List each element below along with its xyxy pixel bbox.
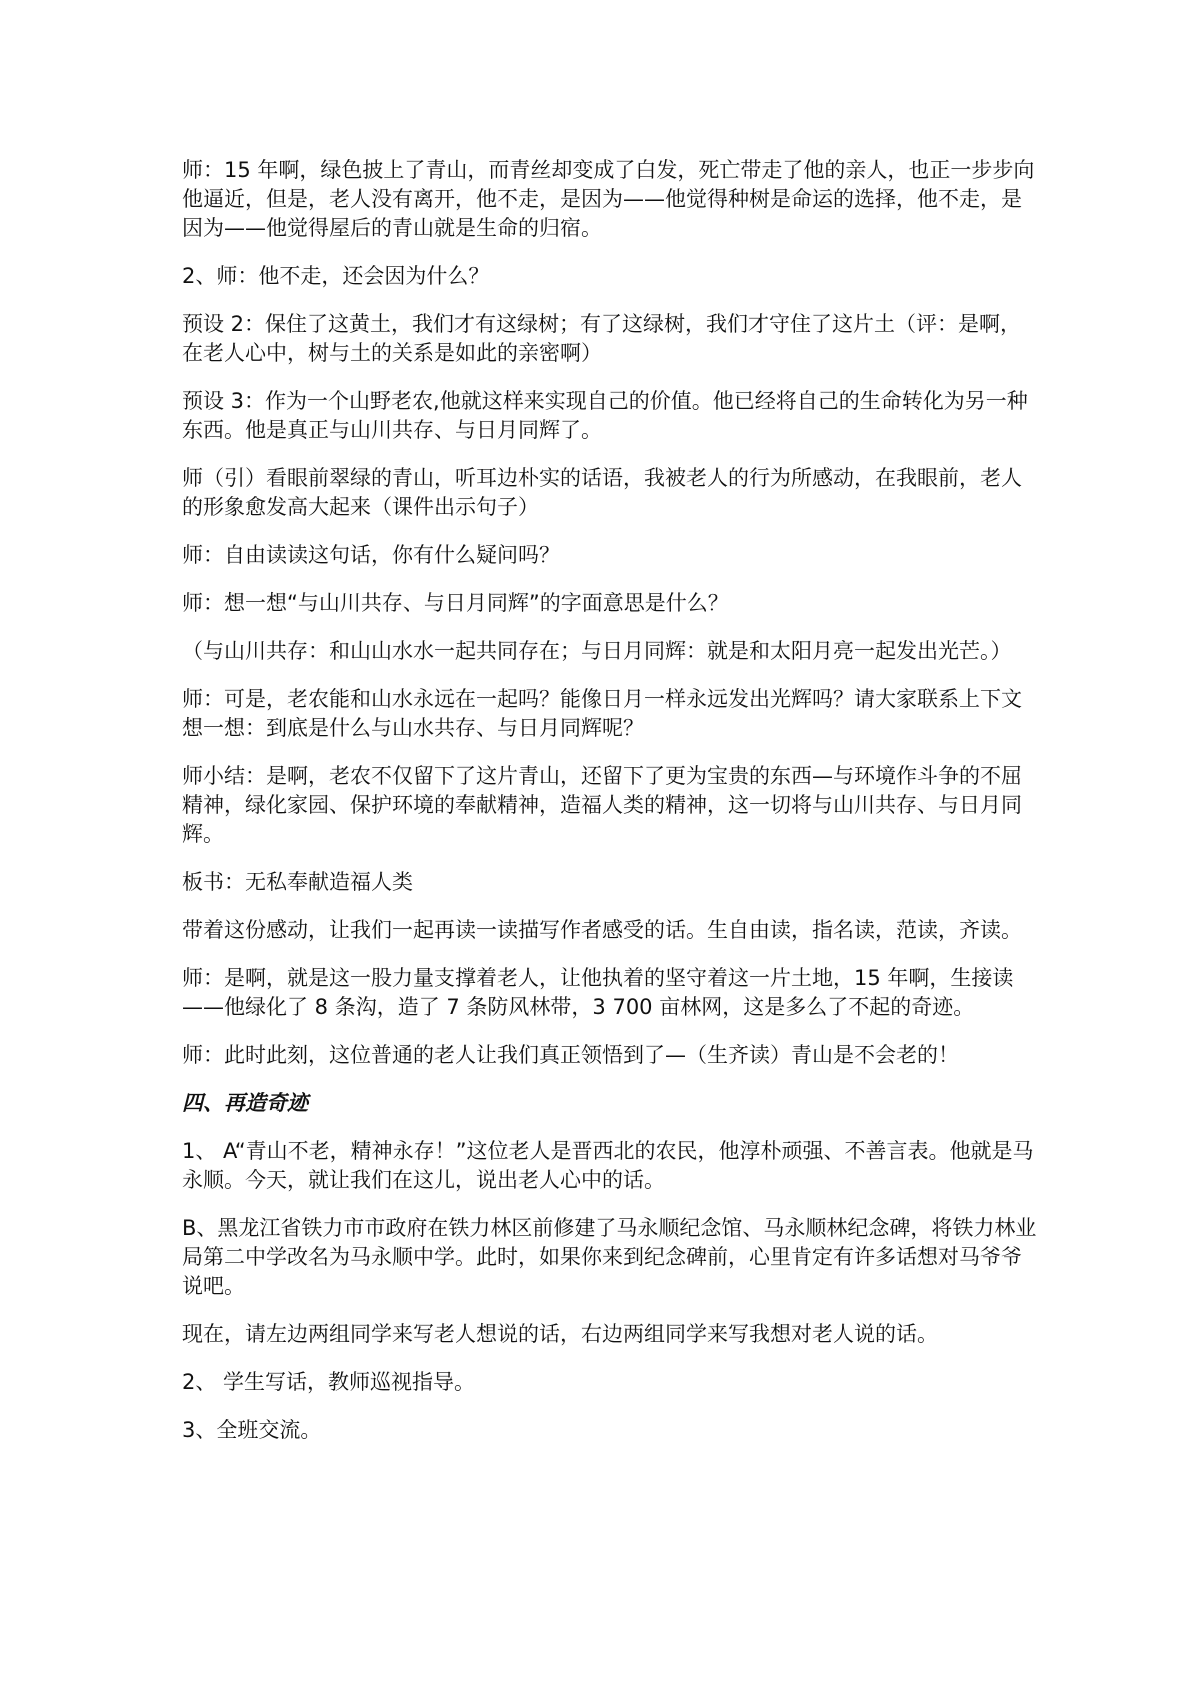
section-paragraph: 2、 学生写话，教师巡视指导。 — [182, 1370, 476, 1394]
section-paragraph: B、黑龙江省铁力市市政府在铁力林区前修建了马永顺纪念馆、马永顺林纪念碑，将铁力林业局第二中学改名为马永顺中学。此时，如果你来到纪念碑前，心里肯定有许多话想对马爷爷说吧。 — [182, 1216, 1037, 1298]
paragraph: 师：15 年啊，绿色披上了青山，而青丝却变成了白发，死亡带走了他的亲人，也正一步步向他逼近，但是，老人没有离开，他不走，是因为——他觉得种树是命运的选择，他不走，是因为——他觉得屋后的青山就是生命的归宿。 — [182, 158, 1035, 240]
paragraph: 师：是啊，就是这一股力量支撑着老人，让他执着的坚守着这一片土地，15 年啊，生接读——他绿化了 8 条沟，造了 7 条防风林带，3 700 亩林网，这是多么了不起的奇迹。 — [182, 966, 1014, 1019]
section-paragraph: 3、全班交流。 — [182, 1418, 322, 1442]
paragraph: 预设 2：保住了这黄土，我们才有这绿树；有了这绿树，我们才守住了这片土（评：是啊，在老人心中，树与土的关系是如此的亲密啊） — [182, 312, 1022, 365]
paragraph: 师：可是，老农能和山水永远在一起吗？能像日月一样永远发出光辉吗？请大家联系上下文想一想：到底是什么与山水共存、与日月同辉呢？ — [182, 687, 1022, 740]
paragraph: 预设 3：作为一个山野老农,他就这样来实现自己的价值。他已经将自己的生命转化为另一种东西。他是真正与山川共存、与日月同辉了。 — [182, 389, 1028, 442]
paragraph: 师（引）看眼前翠绿的青山，听耳边朴实的话语，我被老人的行为所感动，在我眼前，老人的形象愈发高大起来（课件出示句子） — [182, 466, 1022, 519]
paragraph: 师：自由读读这句话，你有什么疑问吗？ — [182, 543, 560, 567]
paragraph: 带着这份感动，让我们一起再读一读描写作者感受的话。生自由读，指名读，范读，齐读。 — [182, 918, 1022, 942]
section-paragraph: 现在，请左边两组同学来写老人想说的话，右边两组同学来写我想对老人说的话。 — [182, 1322, 938, 1346]
section-paragraph: 1、 A“青山不老，精神永存！”这位老人是晋西北的农民，他淳朴顽强、不善言表。他就是马永顺。今天，就让我们在这儿，说出老人心中的话。 — [182, 1139, 1034, 1192]
paragraph: 师：想一想“与山川共存、与日月同辉”的字面意思是什么？ — [182, 591, 729, 615]
section-heading: 四、再造奇迹 — [182, 1091, 308, 1115]
paragraph: 师：此时此刻，这位普通的老人让我们真正领悟到了—（生齐读）青山是不会老的！ — [182, 1043, 959, 1067]
paragraph: 板书：无私奉献造福人类 — [182, 870, 413, 894]
paragraph: 2、师：他不走，还会因为什么？ — [182, 264, 490, 288]
paragraph: （与山川共存：和山山水水一起共同存在；与日月同辉：就是和太阳月亮一起发出光芒。） — [182, 639, 1012, 663]
document-body — [182, 156, 1042, 1464]
paragraph: 师小结：是啊，老农不仅留下了这片青山，还留下了更为宝贵的东西—与环境作斗争的不屈精神，绿化家园、保护环境的奉献精神，造福人类的精神，这一切将与山川共存、与日月同辉。 — [182, 764, 1022, 846]
